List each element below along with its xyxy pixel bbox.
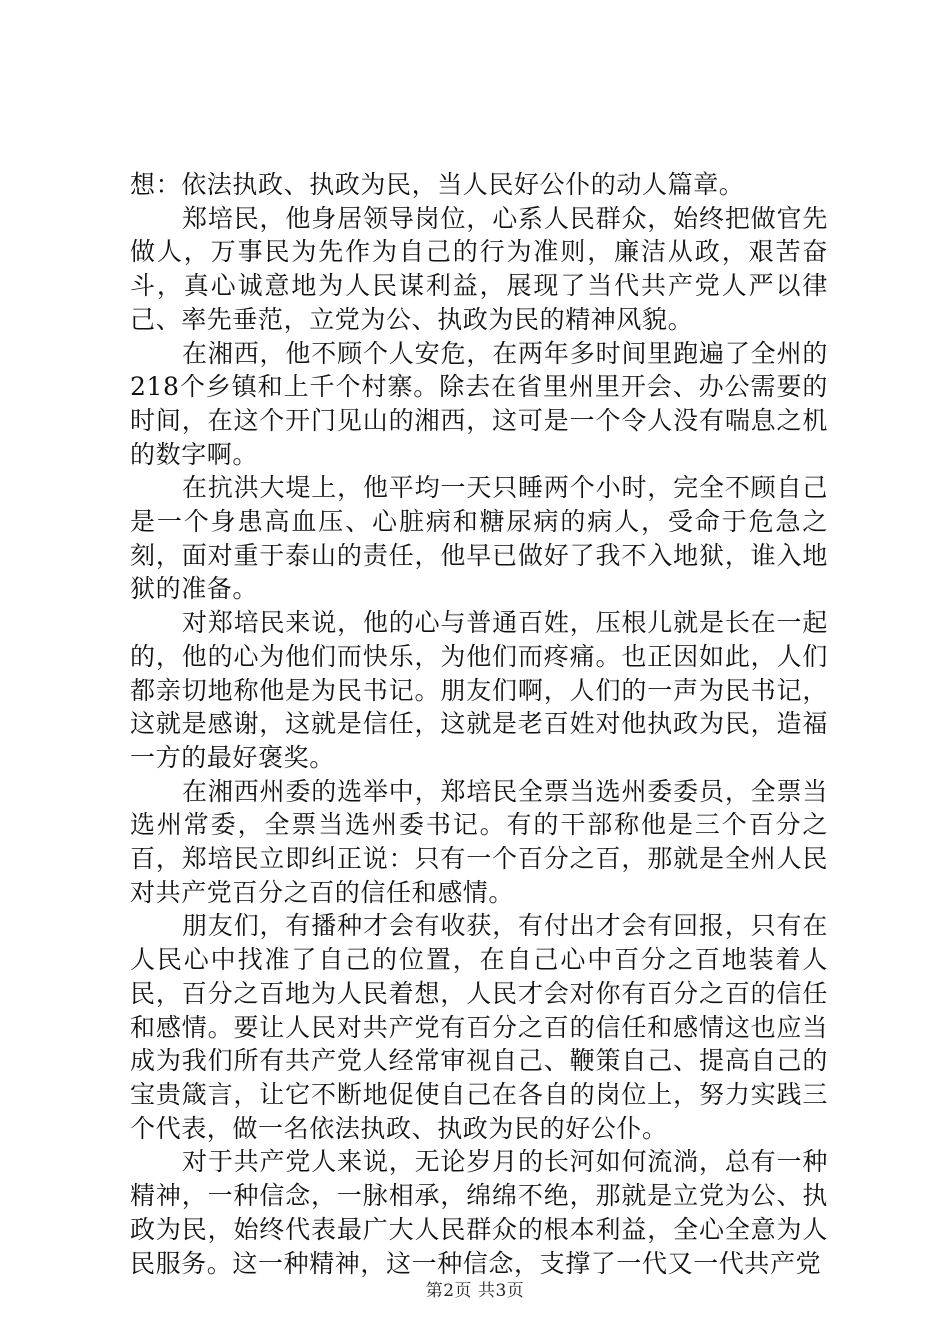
paragraph-7: 朋友们，有播种才会有收获，有付出才会有回报，只有在人民心中找准了自己的位置，在自己心中百分之百地装着人民，百分之百地为人民着想，人民才会对你有百分之百的信任和感情。要让人民对共产党有百分之百的信任和感情这也应当成为我们所有共产党人经常审视自己、鞭策自己、提高自己的宝贵箴言，让它不断地促使自己在各自的岗位上，努力实践三个代表，做一名依法执政、执政为民的好公仆。 [130,911,828,1143]
paragraph-2: 郑培民，他身居领导岗位，心系人民群众，始终把做官先做人，万事民为先作为自己的行为准则，廉洁从政，艰苦奋斗，真心诚意地为人民谋利益，展现了当代共产党人严以律己、率先垂范，立党为公、执政为民的精神风貌。 [130,203,828,334]
paragraph-5: 对郑培民来说，他的心与普通百姓，压根儿就是长在一起的，他的心为他们而快乐，为他们而疼痛。也正因如此，人们都亲切地称他是为民书记。朋友们啊，人们的一声为民书记，这就是感谢，这就是信任，这就是老百姓对他执政为民，造福一方的最好褒奖。 [130,608,828,772]
paragraph-1: 想：依法执政、执政为民，当人民好公仆的动人篇章。 [130,170,745,199]
paragraph-8: 对于共产党人来说，无论岁月的长河如何流淌，总有一种精神，一种信念，一脉相承，绵绵不绝，那就是立党为公、执政为民，始终代表最广大人民群众的根本利益，全心全意为人民服务。这一种精神，这一种信念，支撑了一代又一代共产党 [130,1147,828,1278]
paragraph-4: 在抗洪大堤上，他平均一天只睡两个小时，完全不顾自己是一个身患高血压、心脏病和糖尿病的病人，受命于危急之刻，面对重于泰山的责任，他早已做好了我不入地狱，谁入地狱的准备。 [130,473,828,604]
body-text [130,168,828,1280]
page-footer: 第2页 共3页 [425,1281,525,1301]
paragraph-3: 在湘西，他不顾个人安危，在两年多时间里跑遍了全州的218个乡镇和上千个村寨。除去在省里州里开会、办公需要的时间，在这个开门见山的湘西，这可是一个令人没有喘息之机的数字啊。 [130,338,828,469]
paragraph-6: 在湘西州委的选举中，郑培民全票当选州委委员，全票当选州常委，全票当选州委书记。有的干部称他是三个百分之百，郑培民立即纠正说：只有一个百分之百，那就是全州人民对共产党百分之百的信任和感情。 [130,776,828,907]
